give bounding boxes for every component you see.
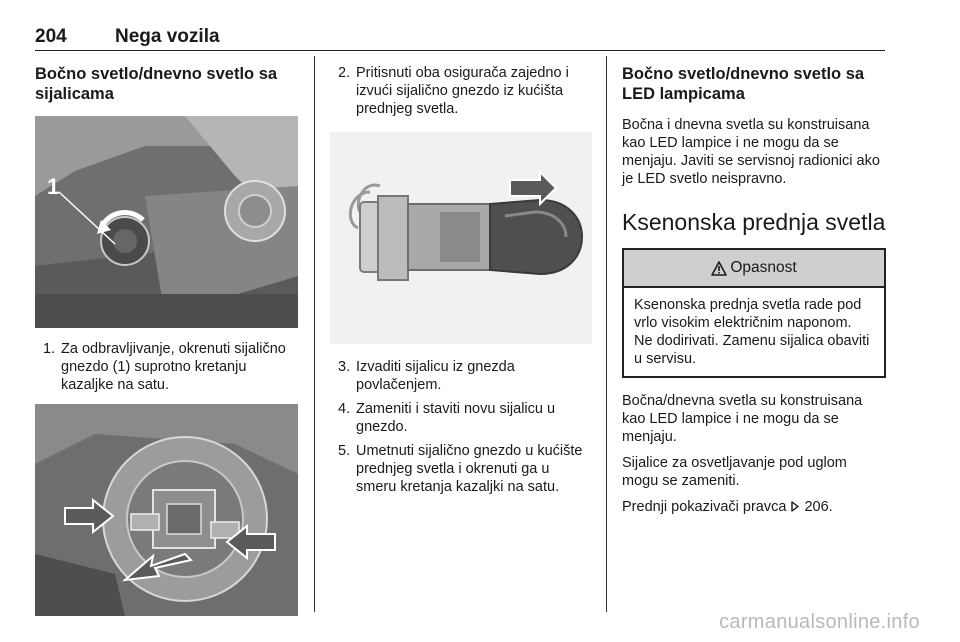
figure-callout-1: 1 [47, 174, 60, 199]
step-number: 2. [338, 65, 351, 81]
column-divider-2 [606, 56, 607, 612]
step-item [35, 340, 298, 394]
step-item [330, 64, 592, 118]
steps-list-2 [330, 64, 592, 118]
headlamp-housing-illustration [35, 116, 298, 328]
step-text: Za odbravljivanje, okrenuti sijalično gnezdo (1) suprotno kretanju kazaljke na satu. [61, 341, 286, 393]
warning-box [622, 248, 886, 378]
step-item [330, 358, 592, 394]
step-item [330, 400, 592, 436]
page-header [35, 26, 885, 52]
warning-title: Opasnost [730, 259, 797, 276]
bulb-socket-illustration [330, 132, 592, 344]
warning-triangle-icon [711, 261, 727, 276]
page-reference-icon [790, 501, 800, 512]
column-divider-1 [314, 56, 315, 612]
figure-bulb-removal [330, 132, 592, 344]
column-left [35, 64, 298, 616]
step-number: 5. [338, 443, 351, 459]
page-number: 204 [35, 26, 67, 47]
step-number: 1. [43, 341, 56, 357]
step-text: Pritisnuti oba osigurača zajedno i izvući sijalično gnezdo iz kućišta prednjeg svetla. [356, 65, 569, 117]
step-number: 4. [338, 401, 351, 417]
warning-body: Ksenonska prednja svetla rade pod vrlo visokim električnim naponom. Ne dodirivati. Zamenu sijalica obaviti u servisu. [634, 297, 870, 367]
figure-bulb-socket-rotate [35, 116, 298, 328]
step-number: 3. [338, 359, 351, 375]
column-middle [330, 64, 592, 496]
socket-latches-illustration [35, 404, 298, 616]
paragraph-cornering-lights: Sijalice za osvetljavanje pod uglom mogu se zameniti. [622, 455, 847, 489]
header-rule [35, 50, 885, 51]
column-right [622, 64, 886, 516]
figure-bulb-socket-latches [35, 404, 298, 616]
step-text: Zameniti i staviti novu sijalicu u gnezdo. [356, 401, 556, 435]
section-heading-led: Bočno svetlo/dnevno svetlo sa LED lampicama [622, 65, 865, 103]
section-heading-bulb: Bočno svetlo/dnevno svetlo sa sijalicama [35, 65, 278, 103]
steps-list-3 [330, 358, 592, 496]
paragraph-led-info: Bočna/dnevna svetla su konstruisana kao LED lampice i ne mogu da se menjaju. [622, 393, 863, 445]
turn-signals-text: Prednji pokazivači pravca [622, 499, 787, 515]
led-paragraph: Bočna i dnevna svetla su konstruisana kao LED lampice i ne mogu da se menjaju. Javiti se servisnoj radionici ako je LED svetlo neispravno. [622, 117, 880, 187]
paragraph-turn-signals [622, 498, 886, 516]
section-heading-xenon: Ksenonska prednja svetla [622, 209, 886, 235]
steps-list-1 [35, 340, 298, 394]
running-title: Nega vozila [115, 26, 220, 47]
step-item [330, 442, 592, 496]
page-reference-link[interactable]: 206. [804, 499, 833, 515]
warning-header [624, 250, 884, 288]
step-text: Izvaditi sijalicu iz gnezda povlačenjem. [356, 359, 515, 393]
watermark: carmanualsonline.info [719, 611, 920, 633]
step-text: Umetnuti sijalično gnezdo u kućište prednjeg svetla i okrenuti ga u smeru kretanja kazaljki na satu. [356, 443, 583, 495]
